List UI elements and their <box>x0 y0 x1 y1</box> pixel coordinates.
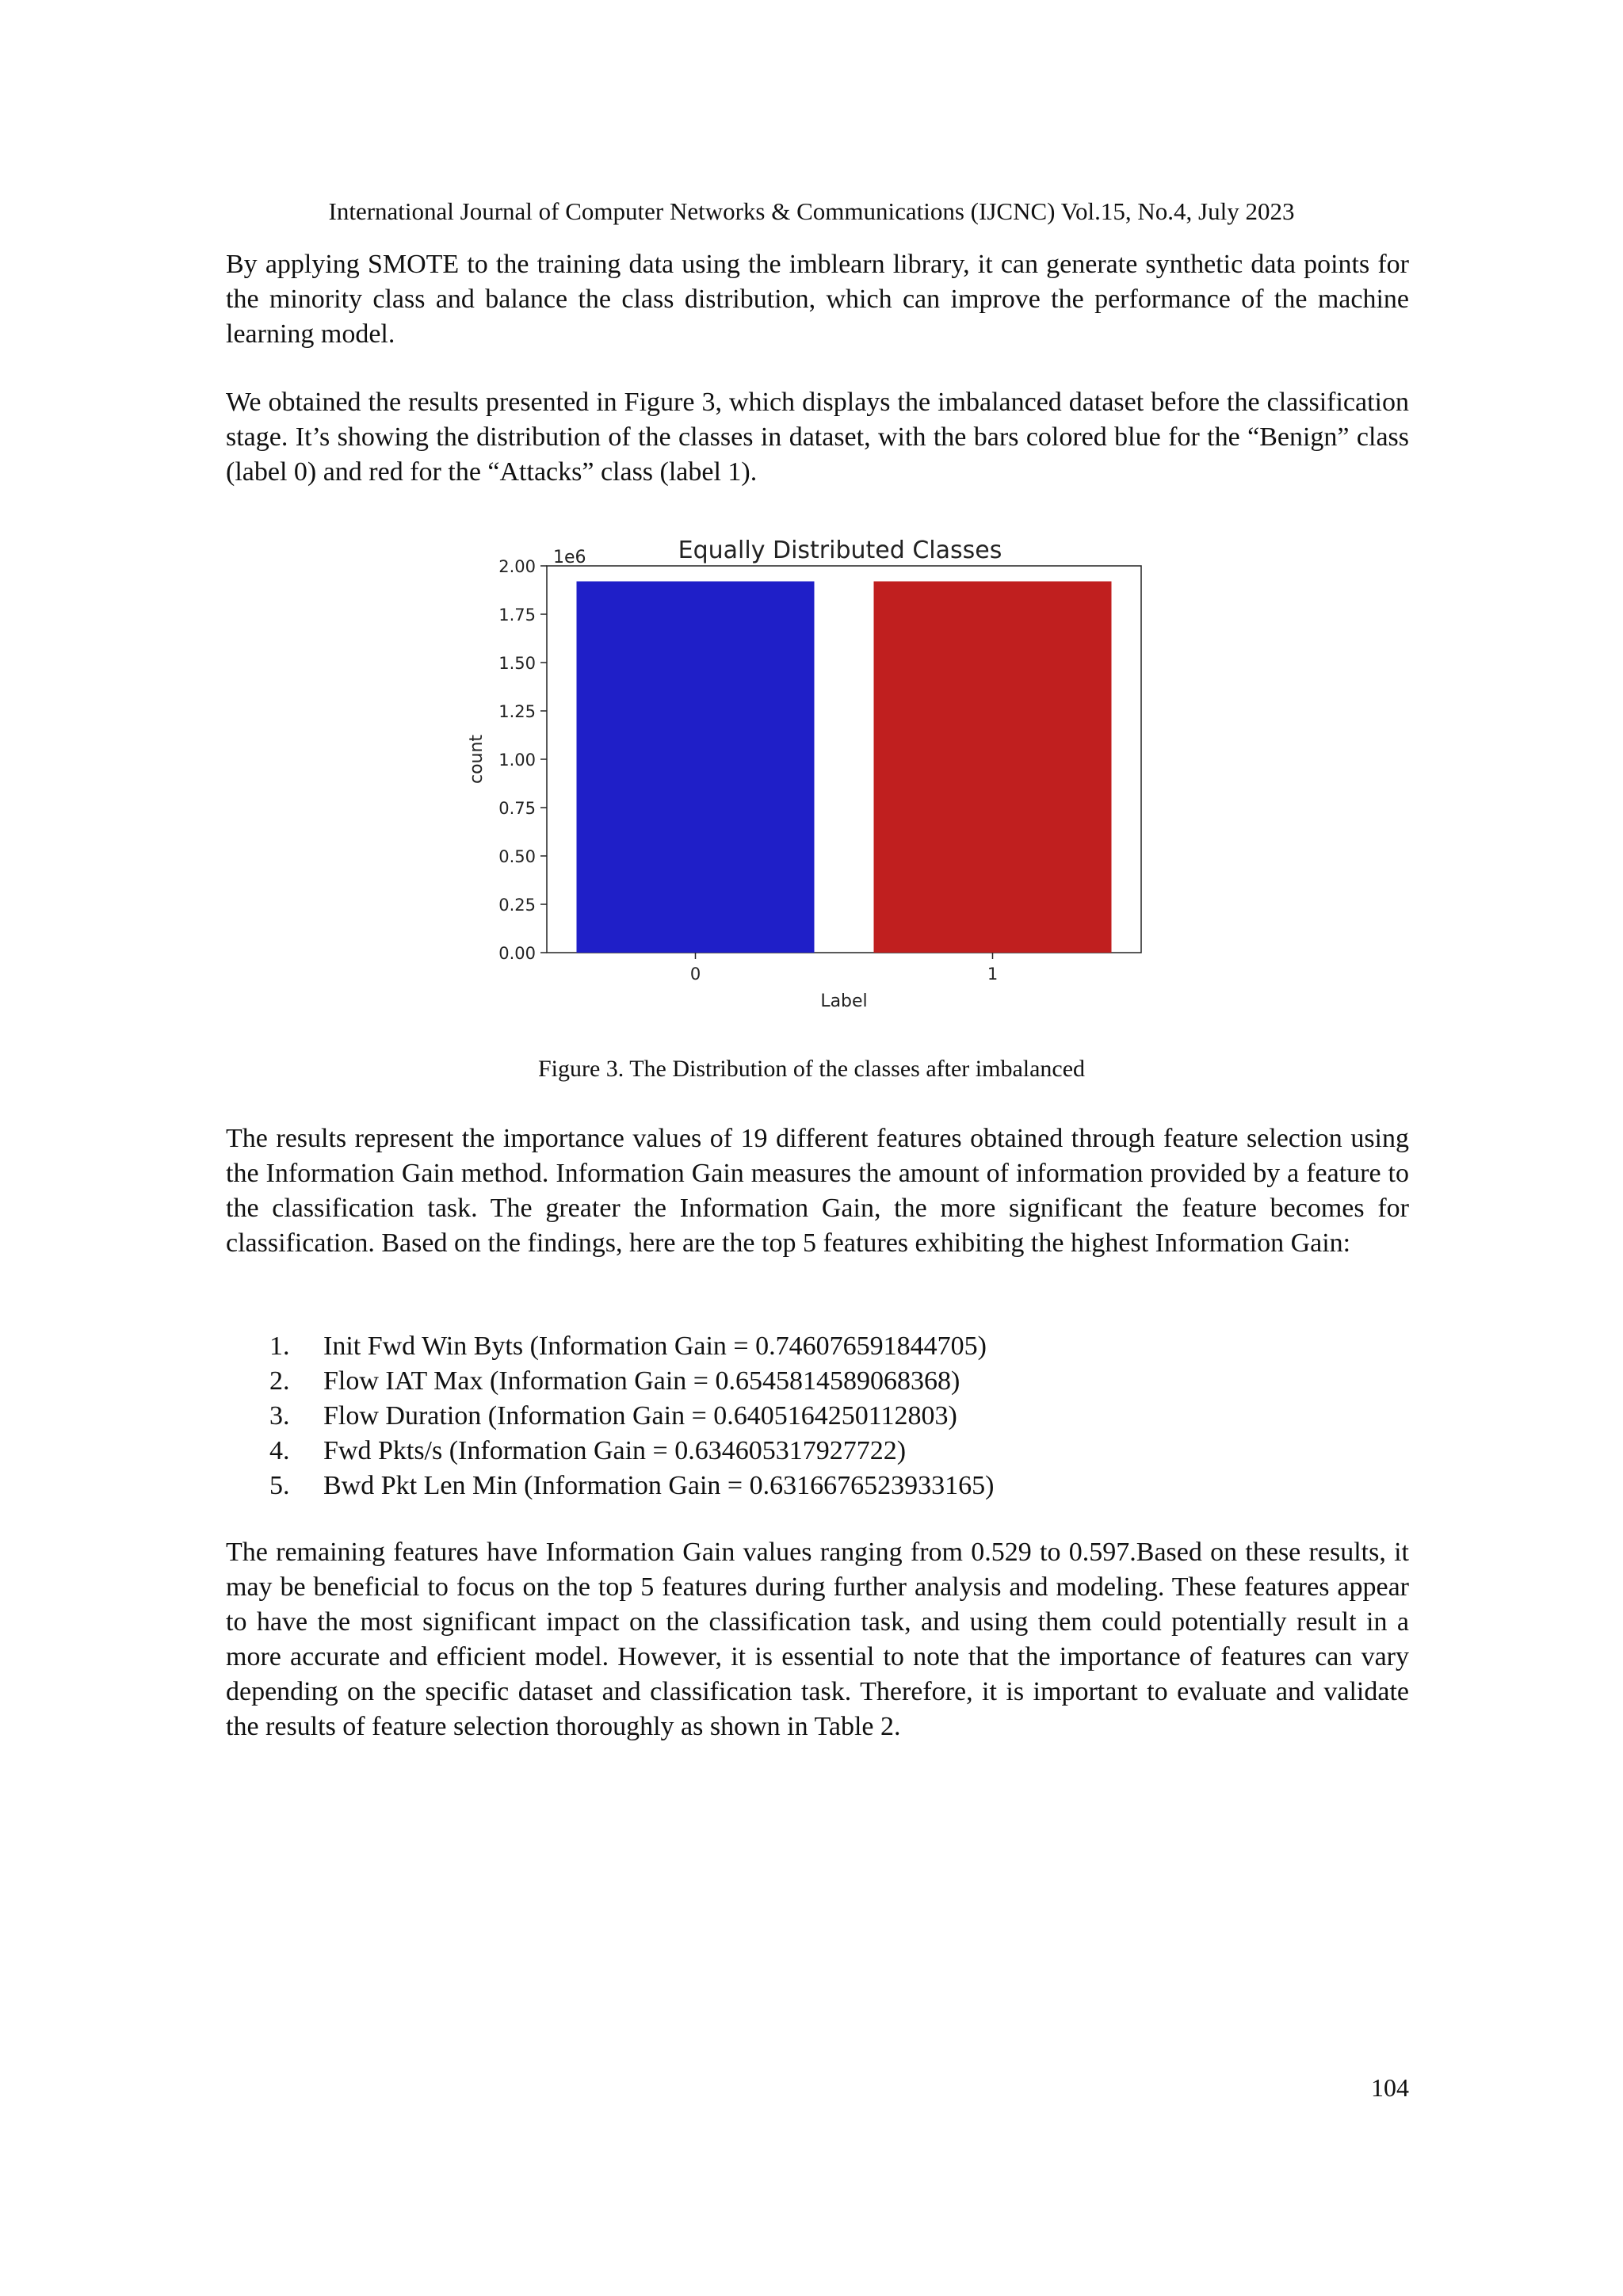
paragraph-information-gain: The results represent the importance values of 19 different features obtained through feature selection using the Information Gain method. Information Gain measures the amount of information provided by a feature to the classification task. The greater the Information Gain, the more significant the feature becomes for classification. Based on the findings, here are the top 5 features exhibiting the highest Information Gain: <box>226 1124 1409 1258</box>
y-tick-label: 1.25 <box>498 702 536 721</box>
list-item <box>269 1469 994 1503</box>
list-item-text: Init Fwd Win Byts (Information Gain = 0.746076591844705) <box>323 1331 987 1361</box>
list-item <box>269 1434 994 1469</box>
x-axis <box>690 953 998 984</box>
list-item-text: Flow Duration (Information Gain = 0.6405164250112803) <box>323 1401 957 1431</box>
list-item-text: Bwd Pkt Len Min (Information Gain = 0.6316676523933165) <box>323 1471 995 1500</box>
chart-scale-label: 1e6 <box>553 548 586 567</box>
x-tick-label: 0 <box>689 965 701 984</box>
y-tick-label: 1.75 <box>498 606 536 625</box>
y-tick-label: 0.25 <box>498 896 536 915</box>
list-item <box>269 1399 994 1434</box>
list-item-number: 5. <box>269 1471 290 1500</box>
list-item <box>269 1329 994 1364</box>
figure-caption: Figure 3. The Distribution of the classes after imbalanced <box>537 1056 1086 1082</box>
paragraph-figure-intro: We obtained the results presented in Figure 3, which displays the imbalanced dataset before the classification stage. It’s showing the distribution of the classes in dataset, with the bars colored blue for the “Benign” class (label 0) and red for the “Attacks” class (label 1). <box>226 388 1409 487</box>
y-axis-label: count <box>467 734 487 785</box>
y-tick-label: 1.50 <box>498 654 536 673</box>
bar-1 <box>874 582 1112 953</box>
x-tick-label: 1 <box>987 965 999 984</box>
top-features-list <box>269 1329 994 1503</box>
list-item-text: Flow IAT Max (Information Gain = 0.6545814589068368) <box>323 1366 960 1396</box>
list-item-number: 2. <box>269 1366 290 1396</box>
y-tick-label: 0.50 <box>498 847 536 866</box>
list-item-number: 3. <box>269 1401 290 1431</box>
chart-title: Equally Distributed Classes <box>678 537 1002 564</box>
list-item-number: 1. <box>269 1331 290 1361</box>
bars <box>577 582 1112 953</box>
y-tick-label: 0.75 <box>498 799 536 818</box>
list-item-number: 4. <box>269 1436 290 1465</box>
list-item-text: Fwd Pkts/s (Information Gain = 0.634605317927722) <box>323 1436 907 1465</box>
paragraph-smote: By applying SMOTE to the training data using the imblearn library, it can generate synthetic data points for the minority class and balance the class distribution, which can improve the performance of the machine learning model. <box>226 250 1409 349</box>
y-tick-label: 2.00 <box>498 557 536 576</box>
page-number: 104 <box>1371 2073 1409 2102</box>
paragraph-remaining-features: The remaining features have Information Gain values ranging from 0.529 to 0.597.Based on these results, it may be beneficial to focus on the top 5 features during further analysis and modeling. These features appear to have the most significant impact on the classification task, and using them could potentially result in a more accurate and efficient model. However, it is essential to note that the importance of features can vary depending on the specific dataset and classification task. Therefore, it is important to evaluate and validate the results of feature selection thoroughly as shown in Table 2. <box>226 1538 1409 1741</box>
list-item <box>269 1364 994 1399</box>
bar-0 <box>577 582 815 953</box>
x-axis-label: Label <box>820 991 868 1011</box>
y-tick-label: 0.00 <box>498 944 536 963</box>
class-distribution-chart <box>460 529 1173 1025</box>
journal-header: International Journal of Computer Networks & Communications (IJCNC) Vol.15, No.4, July 2023 <box>328 197 1295 225</box>
y-tick-label: 1.00 <box>498 751 536 770</box>
figure-3 <box>460 529 1173 1025</box>
y-axis <box>498 557 547 963</box>
